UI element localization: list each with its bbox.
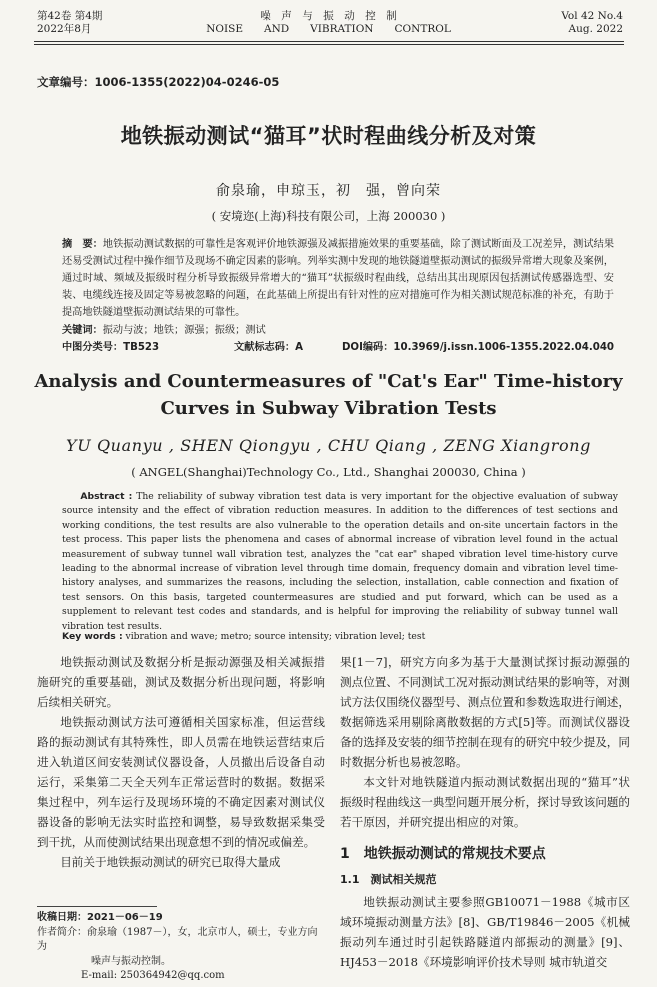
volume-issue-en: Vol 42 No.4	[561, 10, 623, 22]
body-paragraph: 地铁振动测试方法可遵循相关国家标准，但运营线路的振动测试有其特殊性，即人员需在地铁运营结束后进入轨道区间安装测试仪器设备，人员撤出后设备自动运行，采集第二天全天列车正常运营时的数据。数据采集过程中，列车运行及现场环境的不确定因素对测试仪器设备的影响无法实时监控和调整，易导致数据采集受到干扰，从而使测试结果出现意想不到的情况或偏差。	[37, 715, 325, 849]
section-heading-1-1: 1.1 测试相关规范	[340, 873, 437, 886]
abstract-cn-label: 摘 要：	[62, 239, 103, 250]
authors-en: YU Quanyu , SHEN Qiongyu , CHU Qiang , ZENG Xiangrong	[66, 436, 591, 455]
journal-volume-info-en	[561, 10, 623, 36]
header-rule-thin	[34, 44, 624, 45]
volume-issue: 第42卷 第4期	[37, 10, 103, 22]
keywords-cn-text: 振动与波；地铁；源强；振级；测试	[102, 325, 266, 336]
abstract-cn	[62, 236, 614, 321]
keywords-en	[62, 631, 425, 642]
header-rule	[34, 41, 624, 42]
abstract-cn-text: 地铁振动测试数据的可靠性是客观评价地铁源强及减振措施效果的重要基础，除了测试断面及工况差异，测试结果还易受测试过程中操作细节及现场不确定因素的影响。列举实测中发现的地铁隧道壁振动测试的振级异常增大现象及案例，通过时域、频域及振级时程分析导致振级异常增大的“猫耳”状振级时程曲线，总结出其出现原因包括测试传感器选型、安装、电缆线连接及固定等易被忽略的问题，在此基础上所提出有针对性的应对措施可作为相关测试规范标准的补充，有助于提高地铁隧道壁振动测试结果的可靠性。	[62, 239, 615, 318]
received-date: 收稿日期：2021－06－19	[37, 912, 163, 923]
body-paragraph: 本文针对地铁隧道内振动测试数据出现的“猫耳”状振级时程曲线这一典型问题开展分析，探讨导致该问题的若干原因，并研究提出相应的对策。	[340, 775, 630, 829]
document-code: 文献标志码：A	[234, 342, 304, 353]
journal-name-cn: 噪 声 与 振 动 控 制	[260, 10, 397, 22]
keywords-cn	[62, 321, 266, 336]
abstract-en	[62, 490, 618, 634]
journal-name	[0, 10, 657, 36]
footnote-rule	[37, 906, 157, 907]
author-intro-cont: 噪声与振动控制。	[91, 955, 171, 967]
doi: DOI编码：10.3969/j.issn.1006-1355.2022.04.040	[341, 342, 614, 353]
keywords-en-label: Key words :	[62, 631, 123, 642]
issue-date-en: Aug. 2022	[568, 23, 623, 35]
issue-date: 2022年8月	[37, 23, 92, 35]
title-cn: 地铁振动测试“猫耳”状时程曲线分析及对策	[120, 124, 537, 148]
keywords-en-text: vibration and wave; metro; source intensity; vibration level; test	[125, 631, 426, 642]
author-email: E-mail: 250364942@qq.com	[81, 970, 225, 981]
abstract-en-label: Abstract :	[80, 491, 133, 502]
title-en-line1: Analysis and Countermeasures of "Cat's Ear" Time-history	[34, 371, 623, 392]
body-paragraph: 地铁振动测试及数据分析是振动源强及相关减振措施研究的重要基础，测试及数据分析出现问题，将影响后续相关研究。	[37, 655, 325, 709]
affiliation-en: ( ANGEL(Shanghai)Technology Co., Ltd., Shanghai 200030, China )	[131, 465, 526, 479]
journal-name-en: NOISE AND VIBRATION CONTROL	[206, 23, 451, 35]
body-right-column	[340, 652, 630, 972]
body-paragraph: 地铁振动测试主要参照GB10071－1988《城市区域环境振动测量方法》[8]、GB/T19846－2005《机械振动列车通过时引起铁路隧道内部振动的测量》[9]、HJ453－2018《环境影响评价技术导则 城市轨道交	[340, 895, 630, 969]
abstract-en-text: The reliability of subway vibration test data is very important for the objective evaluation of subway source intensity and the effect of vibration reduction measures. In addition to the differences of test sections and working conditions, the test results are also vulnerable to the operation details and on-site uncertain factors in the test process. This paper lists the phenomena and cases of abnormal increase of vibration level found in the actual measurement of subway tunnel wall vibration test, analyzes the "cat ear" shaped vibration level time-history curve leading to the abnormal increase of vibration level through time domain, frequency domain and vibration level time-history analyses, and summarizes the reasons, including the selection, installation, cable connection and fixation of test sensors. On this basis, targeted countermeasures are studied and put forward, which can be used as a supplement to relevant test codes and standards, and is helpful for improving the reliability of subway tunnel wall vibration test results.	[62, 491, 618, 632]
title-en-line2: Curves in Subway Vibration Tests	[160, 398, 497, 419]
body-left-column	[37, 652, 325, 872]
author-intro: 作者简介：俞泉瑜（1987－），女，北京市人，硕士，专业方向为	[37, 926, 318, 952]
affiliation-cn: ( 安境迩(上海)科技有限公司，上海 200030 )	[211, 209, 446, 223]
keywords-cn-label: 关键词：	[62, 325, 103, 336]
body-paragraph: 果[1－7]，研究方向多为基于大量测试探讨振动源强的测点位置、不同测试工况对振动测试结果的影响等，对测试方法仅围绕仪器型号、测点位置和参数选取进行阐述，数据筛选采用剔除离散数据的方式[5]等。而测试仪器设备的选择及安装的细节控制在现有的研究中较少提及，同时数据分析也易被忽略。	[340, 655, 630, 769]
section-heading-1: 1 地铁振动测试的常规技术要点	[340, 846, 546, 862]
footnote	[37, 911, 327, 984]
class-number: 中图分类号：TB523	[62, 342, 160, 353]
body-paragraph: 目前关于地铁振动测试的研究已取得大量成	[60, 855, 281, 869]
title-en	[0, 368, 657, 422]
article-number: 文章编号：1006-1355(2022)04-0246-05	[37, 75, 280, 89]
authors-cn: 俞泉瑜，申琼玉，初 强，曾向荣	[216, 183, 441, 199]
